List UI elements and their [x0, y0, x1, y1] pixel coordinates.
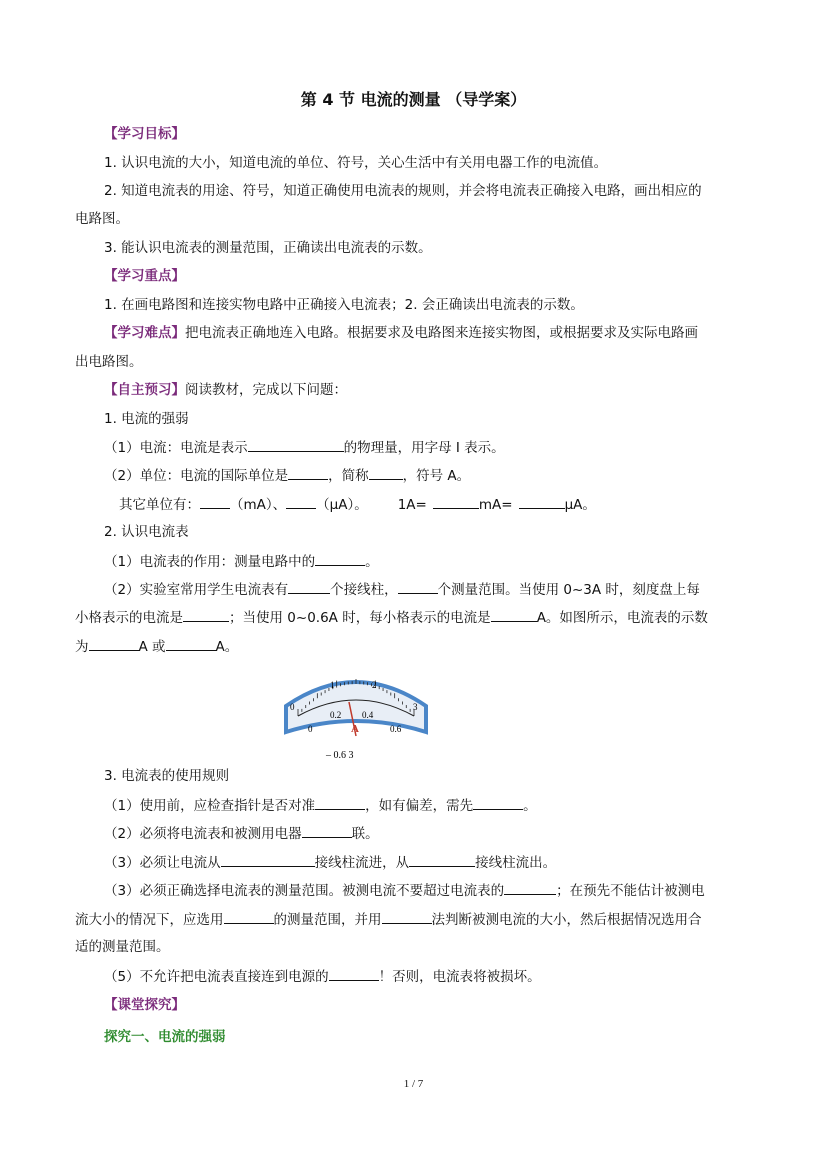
q3-c-text2: 接线柱流进，从 [314, 855, 410, 871]
upper-tick-0: 0 [290, 702, 295, 712]
q2-b-text3: 个测量范围。当使用 0~3A 时，刻度盘上每 [437, 582, 700, 598]
goal-2: 2. 知道电流表的用途、符号，知道正确使用电流表的规则，并会将电流表正确接入电路，画出相应的 [104, 183, 702, 199]
section-difficulty: 【学习难点】 [104, 325, 185, 341]
q3-a-text3: 。 [523, 798, 537, 814]
q1-c-text4: 1A= [397, 497, 427, 513]
blank[interactable] [433, 494, 479, 509]
upper-tick-1: 1 [330, 680, 335, 690]
q2-c-text: 小格表示的电流是 [75, 610, 183, 626]
preview-line [104, 380, 347, 400]
q2-a [104, 551, 379, 572]
q3-b-text2: 联。 [351, 826, 379, 842]
q1-b [104, 465, 470, 486]
q3-e-text3: 法判断被测电流的大小，然后根据情况选用合 [431, 912, 702, 928]
blank[interactable] [288, 465, 328, 480]
blank[interactable] [369, 465, 403, 480]
blank[interactable] [519, 494, 565, 509]
blank[interactable] [248, 437, 344, 452]
section-classroom: 【课堂探究】 [104, 997, 185, 1013]
upper-tick-3: 3 [413, 702, 418, 712]
blank[interactable] [398, 579, 438, 594]
lower-tick-1: 0.2 [330, 710, 342, 720]
q2-b [104, 579, 700, 600]
blank[interactable] [504, 880, 556, 895]
q2-c [75, 607, 708, 628]
blank[interactable] [224, 909, 274, 924]
q1-a [104, 437, 505, 458]
blank[interactable] [315, 795, 365, 810]
blank[interactable] [166, 636, 216, 651]
blank[interactable] [315, 551, 365, 566]
q3-d-text: （3）必须正确选择电流表的测量范围。被测电流不要超过电流表的 [104, 883, 505, 899]
q2-d-text: 为 [75, 639, 89, 655]
q3-e [75, 909, 702, 930]
q3-c-text3: 接线柱流出。 [475, 855, 557, 871]
q1-c-text5: mA= [478, 497, 513, 513]
goal-1: 1. 认识电流的大小，知道电流的单位、符号，关心生活中有关用电器工作的电流值。 [104, 155, 608, 171]
q1-c [119, 494, 596, 515]
q3-c [104, 852, 556, 873]
blank[interactable] [286, 494, 316, 509]
preview-text: 阅读教材，完成以下问题： [185, 382, 347, 398]
q3-f: 适的测量范围。 [75, 939, 170, 955]
q3-g-text: （5）不允许把电流表直接连到电源的 [104, 969, 329, 985]
section-preview: 【自主预习】 [104, 382, 185, 398]
lower-tick-0: 0 [308, 724, 313, 734]
page-number: 1 / 7 [403, 1078, 424, 1090]
blank[interactable] [89, 636, 139, 651]
q2-a-text: （1）电流表的作用：测量电路中的 [104, 554, 316, 570]
terminal-labels: – 0.6 3 [326, 750, 354, 761]
q3-a [104, 795, 537, 816]
ammeter-figure [276, 666, 436, 766]
blank[interactable] [473, 795, 523, 810]
blank[interactable] [491, 607, 537, 622]
q2-d-text3: A。 [215, 639, 239, 655]
q3-c-text: （3）必须让电流从 [104, 855, 221, 871]
q3-a-text2: ，如有偏差，需先 [365, 798, 474, 814]
difficulty-text: 把电流表正确地连入电路。根据要求及电路图来连接实物图，或根据要求及实际电路画 [185, 325, 698, 341]
q3-e-text2: 的测量范围，并用 [273, 912, 382, 928]
q3-head: 3. 电流表的使用规则 [104, 768, 230, 784]
q2-b-text: （2）实验室常用学生电流表有 [104, 582, 289, 598]
q1-c-text: 其它单位有： [119, 497, 200, 513]
blank[interactable] [288, 579, 330, 594]
blank[interactable] [382, 909, 432, 924]
goal-3: 3. 能认识电流表的测量范围，正确读出电流表的示数。 [104, 240, 432, 256]
blank[interactable] [200, 494, 230, 509]
q1-c-text2: （mA）、 [230, 497, 287, 513]
q3-g-text2: ！否则，电流表将被损坏。 [378, 969, 541, 985]
q2-d [75, 636, 238, 657]
blank[interactable] [409, 852, 475, 867]
q3-d-text2: ；在预先不能估计被测电 [556, 883, 705, 899]
section-focus: 【学习重点】 [104, 268, 185, 284]
difficulty-text-cont: 出电路图。 [75, 354, 143, 370]
q2-c-text2: ；当使用 0~0.6A 时，每小格表示的电流是 [229, 610, 491, 626]
q2-a-text2: 。 [365, 554, 379, 570]
blank[interactable] [183, 607, 229, 622]
q1-b-text: （2）单位：电流的国际单位是 [104, 468, 289, 484]
q3-b [104, 823, 379, 844]
blank[interactable] [302, 823, 352, 838]
q3-b-text: （2）必须将电流表和被测用电器 [104, 826, 302, 842]
q1-c-text6: μA。 [564, 497, 596, 513]
explore-1-heading: 探究一、电流的强弱 [104, 1029, 226, 1045]
section-goals: 【学习目标】 [104, 126, 185, 142]
difficulty-line [104, 323, 698, 343]
q1-b-text2: ，简称 [328, 468, 369, 484]
q2-head: 2. 认识电流表 [104, 524, 189, 540]
q1-a-text2: 的物理量，用字母 I 表示。 [343, 440, 505, 456]
q3-d [104, 880, 705, 901]
q3-g [104, 966, 541, 987]
q2-b-text2: 个接线柱， [330, 582, 398, 598]
q1-head: 1. 电流的强弱 [104, 411, 189, 427]
lower-tick-2: 0.4 [362, 710, 374, 720]
lower-tick-3: 0.6 [390, 724, 402, 734]
blank[interactable] [221, 852, 315, 867]
blank[interactable] [329, 966, 379, 981]
q2-d-text2: A 或 [138, 639, 166, 655]
q1-a-text: （1）电流：电流是表示 [104, 440, 248, 456]
q1-b-text3: ，符号 A。 [402, 468, 471, 484]
page-title: 第 4 节 电流的测量 （导学案） [300, 90, 527, 109]
q2-c-text3: A。如图所示，电流表的示数 [536, 610, 708, 626]
q3-a-text: （1）使用前，应检查指针是否对准 [104, 798, 316, 814]
q1-c-text3: （μA）。 [316, 497, 368, 513]
goal-2-cont: 电路图。 [75, 211, 129, 227]
ampere-symbol: A [351, 723, 359, 735]
focus-text: 1. 在画电路图和连接实物电路中正确接入电流表；2. 会正确读出电流表的示数。 [104, 297, 584, 313]
q3-e-text: 流大小的情况下，应选用 [75, 912, 224, 928]
upper-tick-2: 2 [372, 680, 377, 690]
